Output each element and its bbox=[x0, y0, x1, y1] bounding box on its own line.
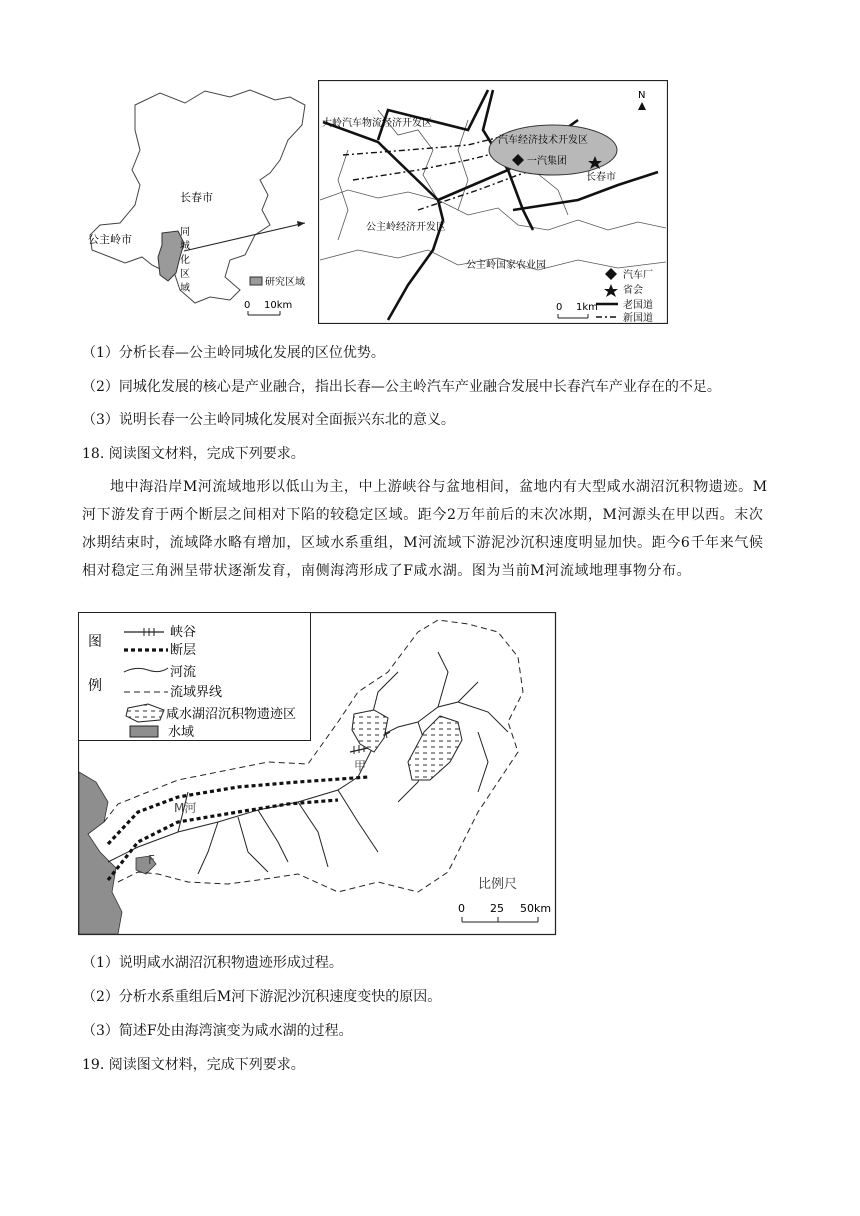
changchun-map-left bbox=[80, 85, 320, 325]
zone-char-1: 同 bbox=[180, 227, 190, 238]
north-label: N bbox=[638, 90, 646, 101]
q17-item-2: （2）同城化发展的核心是产业融合，指出长春—公主岭汽车产业融合发展中长春汽车产业存在的不足。 bbox=[82, 379, 721, 395]
scale-m-50: 50km bbox=[520, 902, 552, 915]
q17-item-3: （3）说明长春一公主岭同城化发展对全面振兴东北的意义。 bbox=[82, 412, 455, 428]
q17-item-1: （1）分析长春—公主岭同城化发展的区位优势。 bbox=[82, 345, 385, 361]
q18-item-1: （1）说明咸水湖沼沉积物遗迹形成过程。 bbox=[82, 955, 343, 971]
gzl-zone-label: 公主岭经济开发区 bbox=[366, 222, 446, 233]
f-label: F bbox=[148, 853, 155, 867]
gongzhuling-city-label: 公主岭市 bbox=[88, 233, 132, 246]
scale-title: 比例尺 bbox=[478, 877, 518, 892]
legend-fault-label: 断层 bbox=[170, 643, 197, 658]
zone-char-2: 城 bbox=[180, 241, 190, 252]
legend-new-label: 新国道 bbox=[623, 313, 653, 324]
faw-label: 一汽集团 bbox=[527, 156, 567, 167]
scale-m-25: 25 bbox=[490, 902, 504, 915]
q18-material: 地中海沿岸M河流域地形以低山为主，中上游峡谷与盆地相间，盆地内有大型咸水湖沼沉积物遗迹。M河下游发育于两个断层之间相对下陷的较稳定区域。距今2万年前后的末次冰期，M河源头在甲以西。末次冰期结束时，流域降水略有增加，区域水系重组，M河流域下游泥沙沉积速度明显加快。距今6千年来气候相对稳定三角洲呈带状逐渐发育，南侧海湾形成了F咸水湖。图为当前M河流域地理事物分布。 bbox=[82, 479, 768, 579]
legend-plant-label: 汽车厂 bbox=[623, 270, 653, 281]
scale-zero-right: 0 bbox=[556, 302, 563, 313]
legend-study-label: 研究区域 bbox=[265, 277, 305, 288]
zone-char-4: 区 bbox=[180, 269, 190, 280]
zone-char-3: 化 bbox=[180, 255, 190, 266]
legend-lake-label: 咸水湖沼沉积物遗迹区 bbox=[166, 707, 297, 722]
m-river-map bbox=[78, 612, 558, 938]
q18-item-3: （3）简述F处由海湾演变为咸水湖的过程。 bbox=[82, 1023, 353, 1039]
zone-char-5: 域 bbox=[180, 283, 190, 294]
scale-zero-left: 0 bbox=[244, 300, 251, 311]
changchun-inset-map bbox=[318, 80, 668, 324]
legend-river-label: 河流 bbox=[170, 665, 197, 680]
scale-km-right: 1km bbox=[576, 302, 598, 313]
legend-study-swatch bbox=[250, 277, 262, 285]
q18-item-2: （2）分析水系重组后M河下游泥沙沉积速度变快的原因。 bbox=[82, 989, 442, 1005]
dl-zone-label: 大岭汽车物流经济开发区 bbox=[322, 118, 432, 129]
auto-zone-label: 汽车经济技术开发区 bbox=[498, 135, 588, 146]
legend-water-swatch bbox=[130, 726, 158, 737]
scale-km-left: 10km bbox=[264, 300, 293, 311]
inset-city-label: 长春市 bbox=[586, 172, 616, 183]
legend-water-label: 水域 bbox=[168, 725, 195, 740]
q19-heading: 19. 阅读图文材料，完成下列要求。 bbox=[82, 1057, 305, 1073]
legend-capital-label: 省会 bbox=[623, 285, 643, 296]
scale-m-0: 0 bbox=[458, 902, 465, 915]
jia-label: 甲 bbox=[354, 759, 367, 773]
changchun-city-label: 长春市 bbox=[180, 191, 213, 204]
legend-boundary-label: 流域界线 bbox=[170, 685, 223, 700]
legend-title-2: 例 bbox=[88, 678, 102, 694]
agri-park-label: 公主岭国家农业园 bbox=[466, 260, 546, 271]
q18-heading: 18. 阅读图文材料，完成下列要求。 bbox=[82, 446, 305, 462]
legend-title-1: 图 bbox=[88, 634, 102, 650]
legend-old-label: 老国道 bbox=[623, 300, 653, 311]
m-river-label: M河 bbox=[174, 801, 197, 815]
legend-gorge-label: 峡谷 bbox=[170, 625, 197, 640]
